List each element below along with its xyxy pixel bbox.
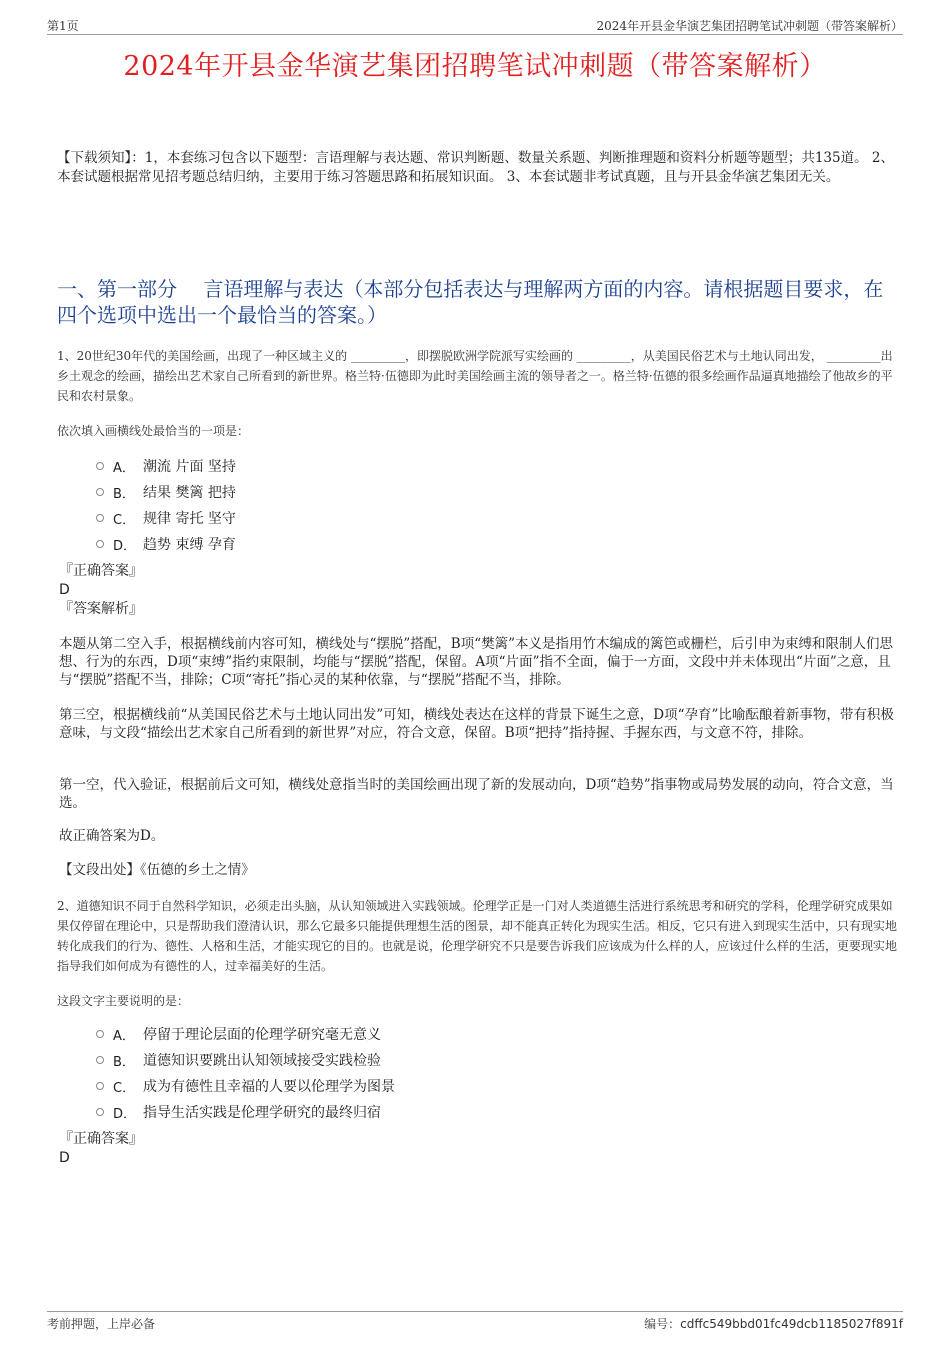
option-d[interactable]: D． 趋势 束缚 孕育 <box>96 531 236 557</box>
radio-icon[interactable] <box>96 514 104 522</box>
page-header <box>47 14 903 35</box>
section-heading: 一、第一部分 言语理解与表达（本部分包括表达与理解两方面的内容。请根据题目要求，在四个选项中选出一个最恰当的答案。） <box>57 277 884 327</box>
document-title: 2024年开县金华演艺集团招聘笔试冲刺题（带答案解析） <box>123 51 827 82</box>
answer-value: D <box>59 582 70 598</box>
radio-icon[interactable] <box>96 462 104 470</box>
page-number: 第1页 <box>47 19 79 33</box>
radio-icon[interactable] <box>96 1030 104 1038</box>
option-text: 规律 寄托 坚守 <box>143 511 236 527</box>
question-1-options <box>96 453 236 557</box>
option-d[interactable]: D． 指导生活实践是伦理学研究的最终归宿 <box>96 1099 395 1125</box>
radio-icon[interactable] <box>96 1056 104 1064</box>
page-footer <box>47 1311 903 1331</box>
radio-icon[interactable] <box>96 540 104 548</box>
option-c[interactable]: C． 规律 寄托 坚守 <box>96 505 236 531</box>
option-text: 成为有德性且幸福的人要以伦理学为图景 <box>143 1079 395 1095</box>
question-1-text: 1、20世纪30年代的美国绘画，出现了一种区域主义的 _________，即摆脱欧洲学院派写实绘画的 _________，从美国民俗艺术与土地认同出发， _________出乡土观念的绘画，描绘出艺术家自己所看到的新世界。格兰特·伍德即为此时美国绘画主流的领导者之一。格兰特·伍德的很多绘画作品逼真地描绘了他故乡的平民和农村景象。 <box>57 349 893 403</box>
question-1-answer <box>59 562 897 619</box>
footer-slogan: 考前押题，上岸必备 <box>47 1317 156 1331</box>
analysis-conclusion: 故正确答案为D。 <box>59 828 165 844</box>
radio-icon[interactable] <box>96 1108 104 1116</box>
option-a[interactable]: A． 停留于理论层面的伦理学研究毫无意义 <box>96 1021 395 1047</box>
question-2-answer <box>59 1130 897 1168</box>
answer-value: D <box>59 1150 70 1166</box>
answer-label: 『正确答案』 <box>59 1131 143 1147</box>
option-b[interactable]: B． 结果 樊篱 把持 <box>96 479 236 505</box>
answer-label: 『正确答案』 <box>59 563 143 579</box>
question-2-options <box>96 1021 395 1125</box>
option-a[interactable]: A． 潮流 片面 坚持 <box>96 453 236 479</box>
option-text: 道德知识要跳出认知领域接受实践检验 <box>143 1053 381 1069</box>
analysis-source: 【文段出处】《伍德的乡土之情》 <box>59 862 255 878</box>
question-1-prompt: 依次填入画横线处最恰当的一项是： <box>57 424 250 438</box>
option-text: 潮流 片面 坚持 <box>143 459 236 475</box>
option-text: 结果 樊篱 把持 <box>143 485 236 501</box>
analysis-paragraph: 本题从第二空入手，根据横线前内容可知，横线处与“摆脱”搭配，B项“樊篱”本义是指用竹木编成的篱笆或栅栏，后引申为束缚和限制人们思想、行为的东西，D项“束缚”指约束限制，均能与“摆脱”搭配，保留。A项“片面”指不全面，偏于一方面，文段中并未体现出“片面”之意，且与“摆脱”搭配不当，排除；C项“寄托”指心灵的某种依靠，与“摆脱”搭配不当，排除。 <box>59 636 894 688</box>
question-2-prompt: 这段文字主要说明的是： <box>57 994 190 1008</box>
radio-icon[interactable] <box>96 488 104 496</box>
option-c[interactable]: C． 成为有德性且幸福的人要以伦理学为图景 <box>96 1073 395 1099</box>
radio-icon[interactable] <box>96 1082 104 1090</box>
option-text: 停留于理论层面的伦理学研究毫无意义 <box>143 1027 381 1043</box>
footer-code: 编号：cdffc549bbd01fc49dcb1185027f891f <box>644 1317 903 1331</box>
analysis-label: 『答案解析』 <box>59 601 143 617</box>
option-text: 指导生活实践是伦理学研究的最终归宿 <box>143 1105 381 1121</box>
question-2-text: 2、道德知识不同于自然科学知识，必须走出头脑，从认知领域进入实践领域。伦理学正是一门对人类道德生活进行系统思考和研究的学科，伦理学研究成果如果仅停留在理论中，只是帮助我们澄清认识，那么它最多只能提供理想生活的图景，却不能真正转化为现实生活。相反，它只有进入到现实生活中，只有现实地转化成我们的行为、德性、人格和生活，才能实现它的目的。也就是说，伦理学研究不只是要告诉我们应该成为什么样的人，应该过什么样的生活，更要现实地指导我们如何成为有德性的人，过幸福美好的生活。 <box>57 899 898 973</box>
option-text: 趋势 束缚 孕育 <box>143 537 236 553</box>
option-b[interactable]: B． 道德知识要跳出认知领域接受实践检验 <box>96 1047 395 1073</box>
header-doc-name: 2024年开县金华演艺集团招聘笔试冲刺题（带答案解析） <box>596 19 903 33</box>
download-notice: 【下载须知】：1，本套练习包含以下题型：言语理解与表达题、常识判断题、数量关系题、判断推理题和资料分析题等题型；共135道。 2、本套试题根据常见招考题总结归纳，主要用于练习答题思路和拓展知识面。 3、本套试题非考试真题，且与开县金华演艺集团无关。 <box>57 150 894 185</box>
analysis-paragraph: 第三空，根据横线前“从美国民俗艺术与土地认同出发”可知，横线处表达在这样的背景下诞生之意，D项“孕育”比喻酝酿着新事物，带有积极意味，与文段“描绘出艺术家自己所看到的新世界”对应，符合文意，保留。B项“把持”指持握、手握东西，与文意不符，排除。 <box>59 707 894 741</box>
analysis-paragraph: 第一空，代入验证，根据前后文可知，横线处意指当时的美国绘画出现了新的发展动向，D项“趋势”指事物或局势发展的动向，符合文意，当选。 <box>59 777 894 811</box>
